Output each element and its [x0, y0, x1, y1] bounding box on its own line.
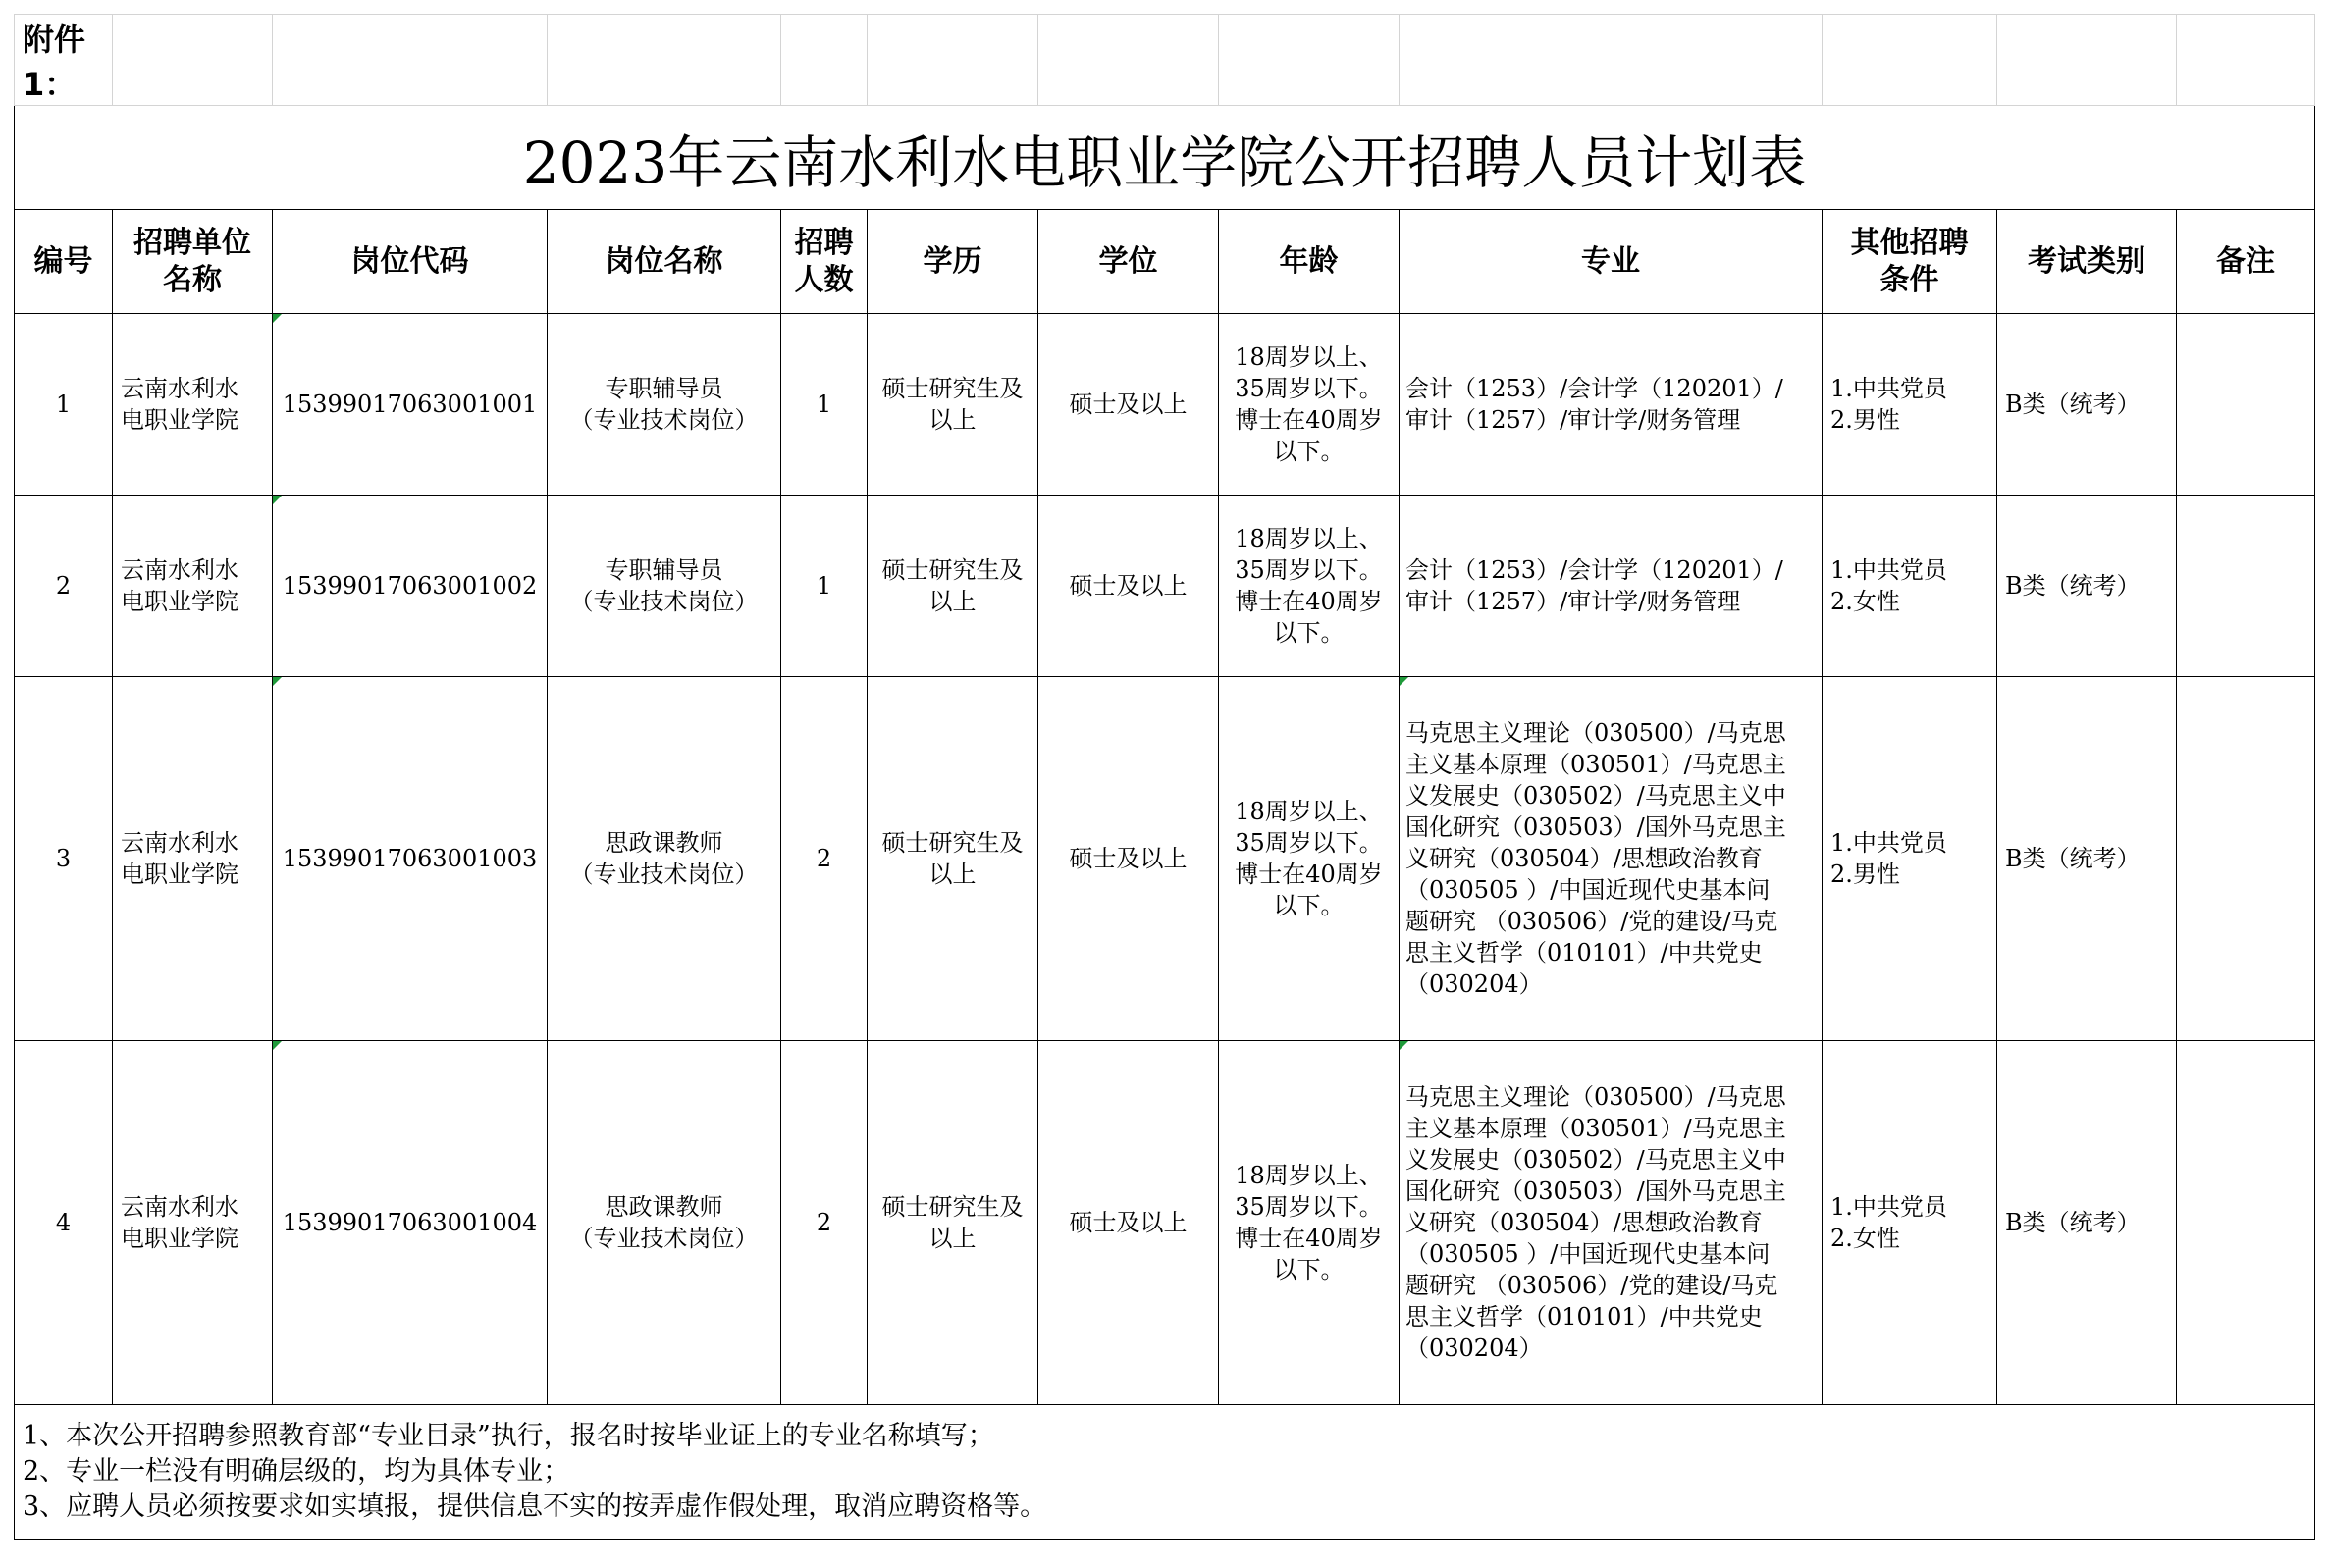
cell-post: 专职辅导员 （专业技术岗位） [548, 496, 781, 677]
cell-post: 思政课教师 （专业技术岗位） [548, 1041, 781, 1405]
cell-exam: B类（统考） [1997, 1041, 2177, 1405]
header-code: 岗位代码 [273, 210, 548, 314]
cell-major: 马克思主义理论（030500）/马克思 主义基本原理（030501）/马克思主 义发展史（030502）/马克思主义中 国化研究（030503）/国外马克思主 义研究（030504）/思想政治教育 （030505 ）/中国近现代史基本问 题研究 （030506）/党的建设/马克 思主义哲学（010101）/中共党史 （030204） [1400, 677, 1823, 1041]
cell-education: 硕士研究生及 以上 [868, 496, 1038, 677]
table-row [15, 496, 2315, 677]
notes-row [15, 1405, 2315, 1540]
recruitment-plan-table [14, 14, 2315, 1540]
cell-no: 4 [15, 1041, 113, 1405]
cell-code: 15399017063001003 [273, 677, 548, 1041]
cell-no: 3 [15, 677, 113, 1041]
cell-post: 专职辅导员 （专业技术岗位） [548, 314, 781, 496]
cell-major: 马克思主义理论（030500）/马克思 主义基本原理（030501）/马克思主 义发展史（030502）/马克思主义中 国化研究（030503）/国外马克思主 义研究（030504）/思想政治教育 （030505 ）/中国近现代史基本问 题研究 （030506）/党的建设/马克 思主义哲学（010101）/中共党史 （030204） [1400, 1041, 1823, 1405]
cell-post: 思政课教师 （专业技术岗位） [548, 677, 781, 1041]
cell-exam: B类（统考） [1997, 677, 2177, 1041]
cell-other: 1.中共党员 2.女性 [1823, 1041, 1997, 1405]
cell-age: 18周岁以上、 35周岁以下。 博士在40周岁 以下。 [1219, 314, 1400, 496]
header-unit: 招聘单位 名称 [113, 210, 273, 314]
cell-degree: 硕士及以上 [1038, 314, 1219, 496]
table-row [15, 314, 2315, 496]
note-line: 2、专业一栏没有明确层级的，均为具体专业； [23, 1456, 570, 1487]
cell-count: 1 [781, 314, 868, 496]
cell-unit: 云南水利水 电职业学院 [113, 496, 273, 677]
note-line: 3、应聘人员必须按要求如实填报，提供信息不实的按弄虚作假处理，取消应聘资格等。 [23, 1491, 1047, 1522]
header-other: 其他招聘 条件 [1823, 210, 1997, 314]
cell-degree: 硕士及以上 [1038, 496, 1219, 677]
cell-age: 18周岁以上、 35周岁以下。 博士在40周岁 以下。 [1219, 1041, 1400, 1405]
note-line: 1、本次公开招聘参照教育部“专业目录”执行，报名时按毕业证上的专业名称填写； [23, 1421, 994, 1451]
cell-age: 18周岁以上、 35周岁以下。 博士在40周岁 以下。 [1219, 677, 1400, 1041]
cell-degree: 硕士及以上 [1038, 1041, 1219, 1405]
cell-exam: B类（统考） [1997, 496, 2177, 677]
header-no: 编号 [15, 210, 113, 314]
header-degree: 学位 [1038, 210, 1219, 314]
cell-degree: 硕士及以上 [1038, 677, 1219, 1041]
header-education: 学历 [868, 210, 1038, 314]
cell-age: 18周岁以上、 35周岁以下。 博士在40周岁 以下。 [1219, 496, 1400, 677]
cell-education: 硕士研究生及 以上 [868, 677, 1038, 1041]
table-title: 2023年云南水利水电职业学院公开招聘人员计划表 [15, 106, 2315, 210]
table-row [15, 677, 2315, 1041]
cell-code: 15399017063001001 [273, 314, 548, 496]
cell-education: 硕士研究生及 以上 [868, 1041, 1038, 1405]
table-row [15, 1041, 2315, 1405]
header-major: 专业 [1400, 210, 1823, 314]
title-row [15, 106, 2315, 210]
attachment-label: 附件1： [15, 15, 113, 106]
cell-no: 2 [15, 496, 113, 677]
attachment-row [15, 15, 2315, 106]
recruitment-plan-sheet [14, 14, 2314, 1540]
cell-unit: 云南水利水 电职业学院 [113, 314, 273, 496]
cell-code: 15399017063001002 [273, 496, 548, 677]
cell-major: 会计（1253）/会计学（120201）/ 审计（1257）/审计学/财务管理 [1400, 496, 1823, 677]
cell-other: 1.中共党员 2.男性 [1823, 677, 1997, 1041]
cell-other: 1.中共党员 2.女性 [1823, 496, 1997, 677]
header-exam: 考试类别 [1997, 210, 2177, 314]
cell-major: 会计（1253）/会计学（120201）/ 审计（1257）/审计学/财务管理 [1400, 314, 1823, 496]
cell-count: 2 [781, 677, 868, 1041]
header-remark: 备注 [2177, 210, 2315, 314]
cell-code: 15399017063001004 [273, 1041, 548, 1405]
cell-unit: 云南水利水 电职业学院 [113, 1041, 273, 1405]
header-count: 招聘 人数 [781, 210, 868, 314]
header-post: 岗位名称 [548, 210, 781, 314]
cell-no: 1 [15, 314, 113, 496]
cell-count: 1 [781, 496, 868, 677]
cell-count: 2 [781, 1041, 868, 1405]
header-age: 年龄 [1219, 210, 1400, 314]
cell-exam: B类（统考） [1997, 314, 2177, 496]
notes-cell [15, 1405, 2315, 1540]
cell-remark [2177, 314, 2315, 496]
cell-remark [2177, 1041, 2315, 1405]
cell-unit: 云南水利水 电职业学院 [113, 677, 273, 1041]
cell-remark [2177, 677, 2315, 1041]
header-row [15, 210, 2315, 314]
cell-other: 1.中共党员 2.男性 [1823, 314, 1997, 496]
cell-remark [2177, 496, 2315, 677]
cell-education: 硕士研究生及 以上 [868, 314, 1038, 496]
